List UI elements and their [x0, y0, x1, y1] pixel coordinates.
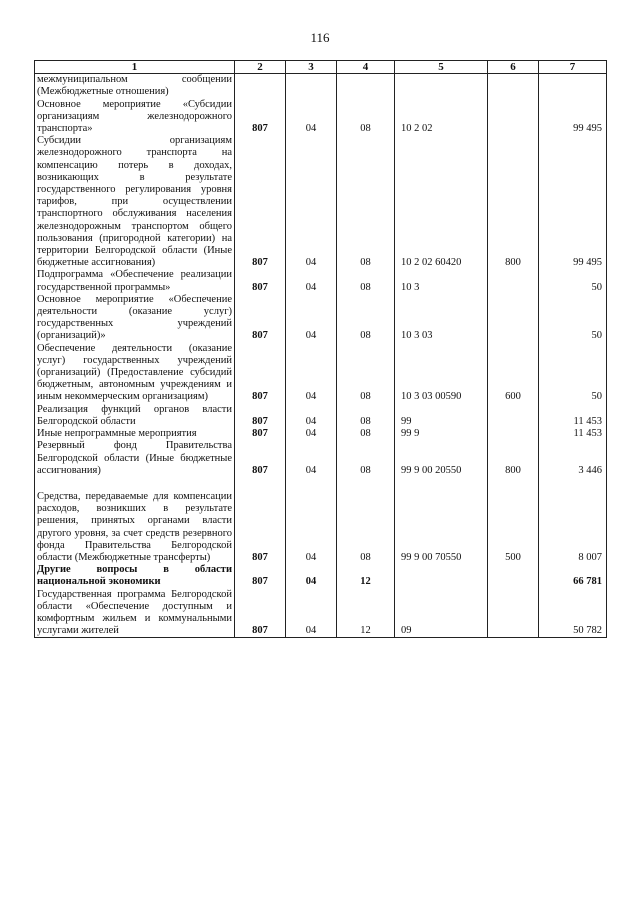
row-subsection — [337, 74, 395, 99]
row-target-article: 99 — [395, 404, 488, 428]
row-name: Основное мероприятие «Обеспечение деятельности (оказание услуг) государственных учреждений (организаций)» — [35, 294, 235, 343]
row-name: Подпрограмма «Обеспечение реализации государственной программы» — [35, 269, 235, 293]
row-name: Средства, передаваемые для компенсации расходов, возникших в результате решения, принятых органами власти другого уровня, за счет средств резервного фонда Правительства Белгородской области (Межбюджетные трансферты) — [35, 477, 235, 564]
table-row — [35, 404, 607, 428]
table-row — [35, 343, 607, 404]
row-name: Государственная программа Белгородской области «Обеспечение доступным и комфортным жильем и коммунальными услугами жителей — [35, 589, 235, 638]
row-section: 04 — [286, 564, 337, 588]
table-row — [35, 564, 607, 588]
header-col-1: 1 — [35, 61, 235, 74]
table-row — [35, 294, 607, 343]
row-expense-type — [488, 74, 539, 99]
table-row — [35, 440, 607, 477]
row-name: Другие вопросы в области национальной экономики — [35, 564, 235, 588]
row-target-article — [395, 74, 488, 99]
row-subsection: 12 — [337, 564, 395, 588]
row-section: 04 — [286, 269, 337, 293]
row-subsection: 08 — [337, 477, 395, 564]
row-chapter: 807 — [235, 477, 286, 564]
row-target-article: 10 3 03 — [395, 294, 488, 343]
row-expense-type — [488, 564, 539, 588]
row-expense-type — [488, 428, 539, 440]
row-expense-type: 500 — [488, 477, 539, 564]
row-chapter: 807 — [235, 404, 286, 428]
row-amount: 50 — [539, 269, 607, 293]
row-section: 04 — [286, 477, 337, 564]
row-expense-type — [488, 589, 539, 638]
row-subsection: 08 — [337, 343, 395, 404]
row-section: 04 — [286, 294, 337, 343]
row-target-article: 10 3 03 00590 — [395, 343, 488, 404]
page-number: 116 — [310, 30, 330, 45]
row-chapter: 807 — [235, 589, 286, 638]
row-target-article: 10 2 02 — [395, 99, 488, 136]
row-expense-type — [488, 404, 539, 428]
row-section: 04 — [286, 589, 337, 638]
row-amount: 50 — [539, 294, 607, 343]
table-row — [35, 428, 607, 440]
header-col-5: 5 — [395, 61, 488, 74]
row-expense-type — [488, 294, 539, 343]
row-subsection: 08 — [337, 404, 395, 428]
table-row — [35, 589, 607, 638]
row-target-article: 10 2 02 60420 — [395, 135, 488, 269]
row-chapter: 807 — [235, 564, 286, 588]
row-amount: 99 495 — [539, 135, 607, 269]
row-target-article: 10 3 — [395, 269, 488, 293]
row-expense-type — [488, 269, 539, 293]
row-target-article — [395, 564, 488, 588]
header-col-6: 6 — [488, 61, 539, 74]
row-name: Иные непрограммные мероприятия — [35, 428, 235, 440]
row-expense-type: 800 — [488, 135, 539, 269]
row-name: Субсидии организациям железнодорожного транспорта на компенсацию потерь в доходах, возникающих в результате государственного регулирования уровня тарифов, при осуществлении транспортного обслуживания населения железнодорожным транспортом общего пользования (пригородной категории) на территории Белгородской области (Иные бюджетные ассигнования) — [35, 135, 235, 269]
row-amount: 66 781 — [539, 564, 607, 588]
row-chapter: 807 — [235, 440, 286, 477]
row-target-article: 09 — [395, 589, 488, 638]
row-amount: 50 — [539, 343, 607, 404]
row-section: 04 — [286, 404, 337, 428]
row-section: 04 — [286, 99, 337, 136]
header-row — [35, 61, 607, 74]
row-expense-type: 600 — [488, 343, 539, 404]
row-name: Реализация функций органов власти Белгородской области — [35, 404, 235, 428]
row-expense-type — [488, 99, 539, 136]
row-section: 04 — [286, 440, 337, 477]
table-row — [35, 477, 607, 564]
table-row — [35, 99, 607, 136]
row-name: Обеспечение деятельности (оказание услуг) государственных учреждений (организаций) (Предоставление субсидий бюджетным, автономным учреждениям и иным некоммерческим организациям) — [35, 343, 235, 404]
row-target-article: 99 9 00 70550 — [395, 477, 488, 564]
row-section: 04 — [286, 343, 337, 404]
row-name: Резервный фонд Правительства Белгородской области (Иные бюджетные ассигнования) — [35, 440, 235, 477]
row-chapter: 807 — [235, 269, 286, 293]
table-row — [35, 269, 607, 293]
row-target-article: 99 9 — [395, 428, 488, 440]
row-amount: 99 495 — [539, 99, 607, 136]
row-chapter: 807 — [235, 99, 286, 136]
header-col-4: 4 — [337, 61, 395, 74]
row-amount: 3 446 — [539, 440, 607, 477]
row-subsection: 08 — [337, 428, 395, 440]
row-subsection: 12 — [337, 589, 395, 638]
row-chapter: 807 — [235, 428, 286, 440]
header-col-3: 3 — [286, 61, 337, 74]
row-chapter: 807 — [235, 135, 286, 269]
table-body — [35, 74, 607, 638]
row-amount — [539, 74, 607, 99]
row-amount: 11 453 — [539, 428, 607, 440]
row-section — [286, 74, 337, 99]
row-section: 04 — [286, 135, 337, 269]
row-subsection: 08 — [337, 294, 395, 343]
row-amount: 11 453 — [539, 404, 607, 428]
budget-table — [34, 60, 607, 638]
row-subsection: 08 — [337, 269, 395, 293]
row-chapter: 807 — [235, 343, 286, 404]
row-subsection: 08 — [337, 99, 395, 136]
table-row — [35, 74, 607, 99]
row-expense-type: 800 — [488, 440, 539, 477]
row-name: межмуниципальном сообщении (Межбюджетные отношения) — [35, 74, 235, 99]
row-target-article: 99 9 00 20550 — [395, 440, 488, 477]
row-subsection: 08 — [337, 135, 395, 269]
row-amount: 50 782 — [539, 589, 607, 638]
row-subsection: 08 — [337, 440, 395, 477]
header-col-2: 2 — [235, 61, 286, 74]
row-name: Основное мероприятие «Субсидии организациям железнодорожного транспорта» — [35, 99, 235, 136]
row-chapter: 807 — [235, 294, 286, 343]
table-row — [35, 135, 607, 269]
row-section: 04 — [286, 428, 337, 440]
header-col-7: 7 — [539, 61, 607, 74]
row-chapter — [235, 74, 286, 99]
row-amount: 8 007 — [539, 477, 607, 564]
